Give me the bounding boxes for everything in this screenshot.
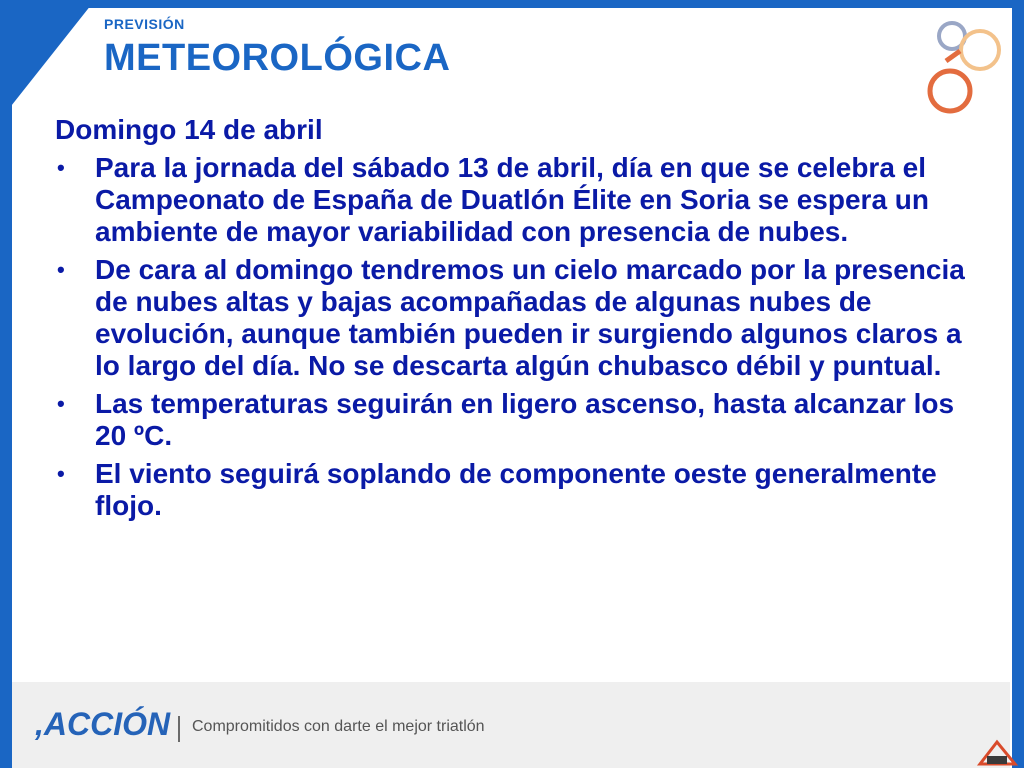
slide-title: METEOROLÓGICA <box>104 37 451 79</box>
list-item: • El viento seguirá soplando de componente oeste generalmente flojo. <box>95 458 975 522</box>
footer-slogan: Compromitidos con darte el mejor triatlón <box>192 718 485 735</box>
list-item: • Las temperaturas seguirán en ligero ascenso, hasta alcanzar los 20 ºC. <box>95 388 975 452</box>
footer-divider <box>178 716 180 742</box>
forecast-list <box>55 152 975 522</box>
accion-logo: ,ACCIÓN <box>35 706 171 742</box>
left-blue-strip <box>0 96 12 768</box>
slide-title-block <box>104 16 450 78</box>
top-left-blue-corner <box>0 0 95 120</box>
list-item: • Para la jornada del sábado 13 de abril, día en que se celebra el Campeonato de España de Duatlón Élite en Soria se espera un ambiente de mayor variabilidad con presencia de nubes. <box>95 152 975 248</box>
right-blue-strip <box>1010 0 1024 768</box>
triathlon-logo-icon <box>975 730 1020 768</box>
rings-logo-icon <box>920 16 1010 116</box>
pre-title: PREVISIÓN <box>104 16 185 32</box>
forecast-date: Domingo 14 de abril <box>55 114 323 145</box>
list-item: • De cara al domingo tendremos un cielo marcado por la presencia de nubes altas y bajas acompañadas de algunas nubes de evolución, aunque también pueden ir surgiendo algunos claros a lo largo del día. No se descarta algún chubasco débil y puntual. <box>95 254 975 382</box>
forecast-content <box>55 114 975 528</box>
